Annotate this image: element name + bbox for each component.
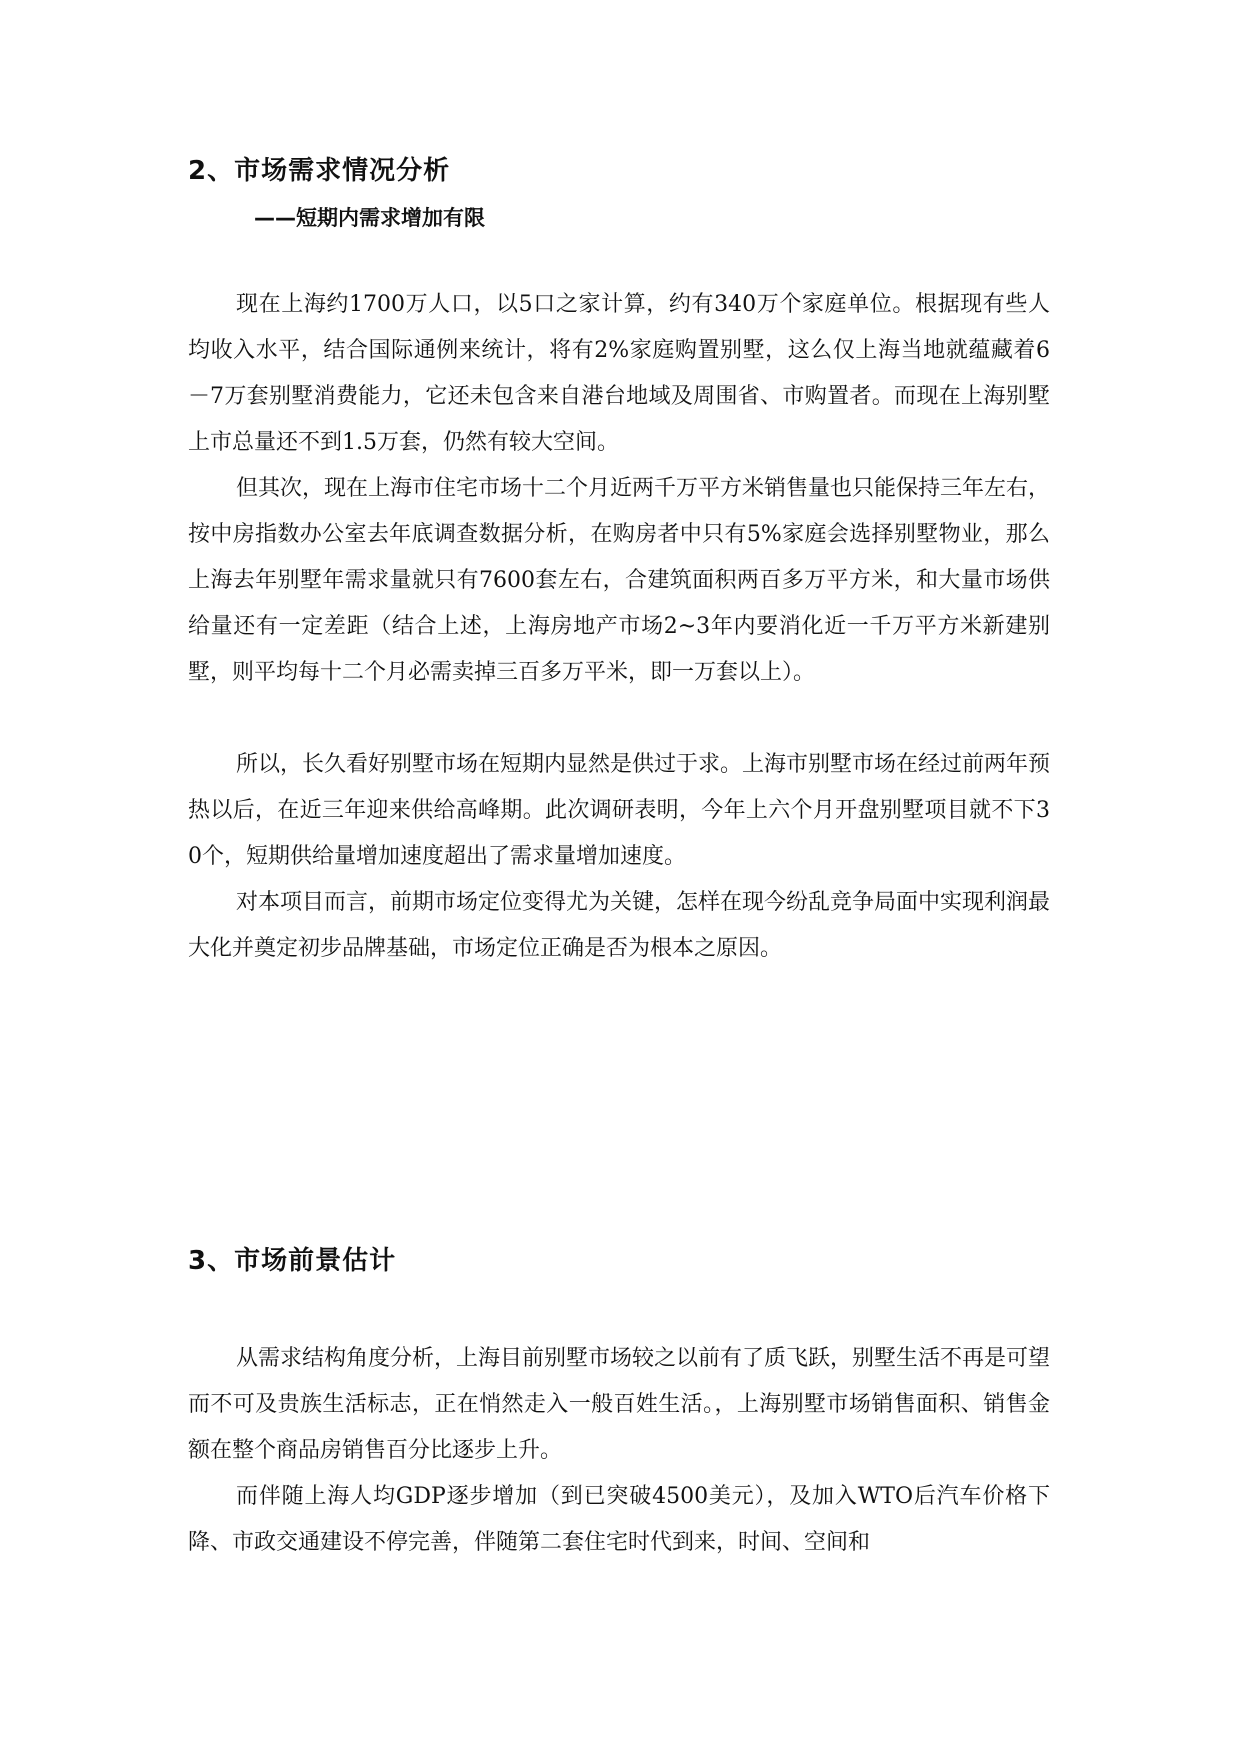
section-2-paragraph-3: 所以，长久看好别墅市场在短期内显然是供过于求。上海市别墅市场在经过前两年预热以后，在近三年迎来供给高峰期。此次调研表明，今年上六个月开盘别墅项目就不下30个，短期供给量增加速度超出了需求量增加速度。 — [188, 752, 1051, 869]
section-2-paragraph-4: 对本项目而言，前期市场定位变得尤为关键，怎样在现今纷乱竞争局面中实现利润最大化并奠定初步品牌基础，市场定位正确是否为根本之原因。 — [188, 890, 1051, 961]
section-3-paragraph-1: 从需求结构角度分析，上海目前别墅市场较之以前有了质飞跃，别墅生活不再是可望而不可及贵族生活标志，正在悄然走入一般百姓生活。，上海别墅市场销售面积、销售金额在整个商品房销售百分比逐步上升。 — [188, 1346, 1051, 1463]
section-2-heading: 2、市场需求情况分析 — [188, 156, 451, 186]
section-3-heading: 3、市场前景估计 — [188, 1246, 397, 1276]
section-3-paragraph-2: 而伴随上海人均GDP逐步增加（到已突破4500美元），及加入WTO后汽车价格下降、市政交通建设不停完善，伴随第二套住宅时代到来，时间、空间和 — [188, 1484, 1050, 1555]
section-2-paragraph-1: 现在上海约1700万人口，以5口之家计算，约有340万个家庭单位。根据现有些人均收入水平，结合国际通例来统计，将有2%家庭购置别墅，这么仅上海当地就蕴藏着6－7万套别墅消费能力，它还未包含来自港台地域及周围省、市购置者。而现在上海别墅上市总量还不到1.5万套，仍然有较大空间。 — [188, 292, 1050, 455]
section-2-subheading: ——短期内需求增加有限 — [254, 206, 485, 230]
section-2-paragraph-2: 但其次，现在上海市住宅市场十二个月近两千万平方米销售量也只能保持三年左右，按中房指数办公室去年底调查数据分析，在购房者中只有5%家庭会选择别墅物业，那么上海去年别墅年需求量就只有7600套左右，合建筑面积两百多万平方米，和大量市场供给量还有一定差距（结合上述，上海房地产市场2~3年内要消化近一千万平方米新建别墅，则平均每十二个月必需卖掉三百多万平米，即一万套以上）。 — [188, 476, 1051, 685]
